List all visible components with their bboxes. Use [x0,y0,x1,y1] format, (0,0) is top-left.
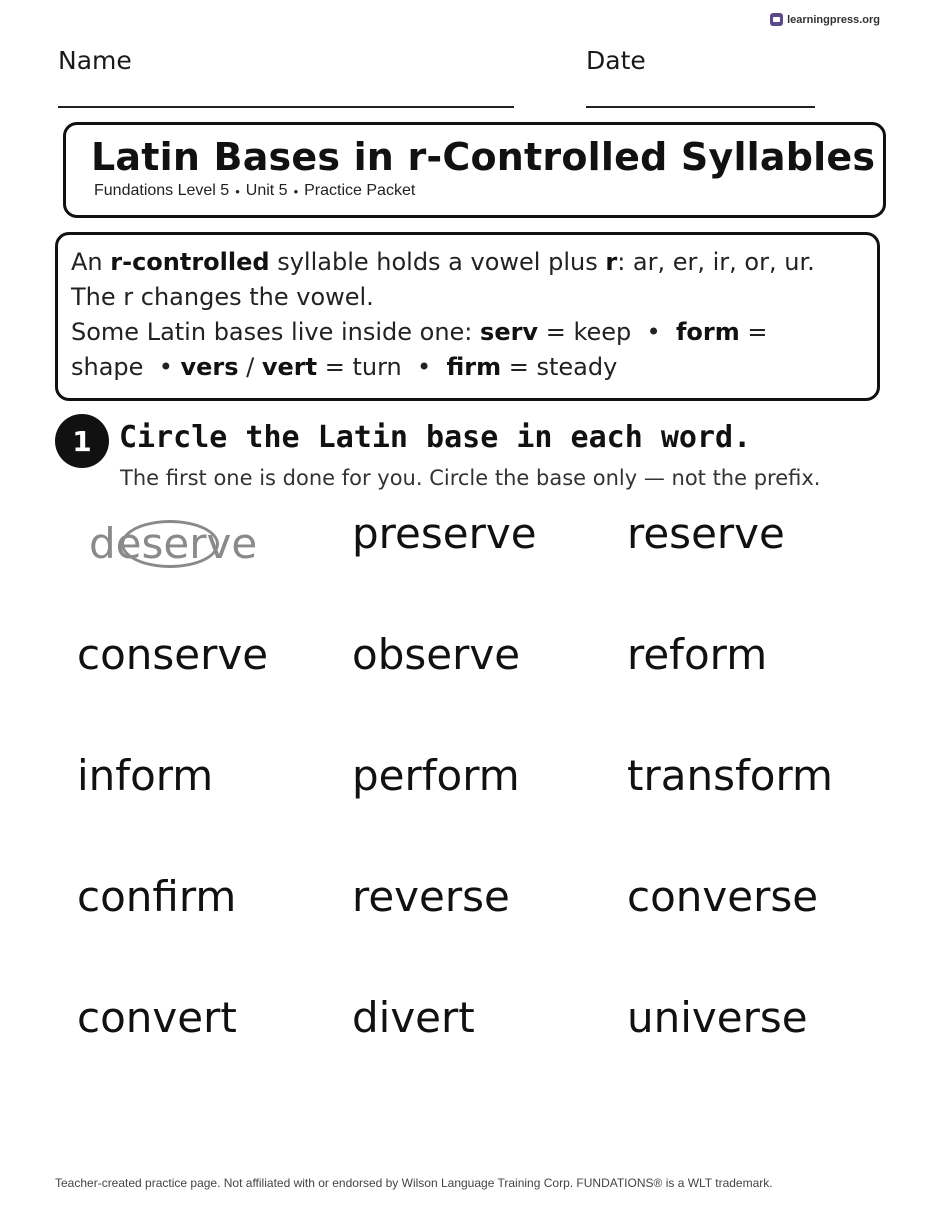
base-vert: vert [261,353,318,381]
word-item[interactable]: observe [352,630,521,679]
circle-mark [121,520,219,568]
word-item[interactable]: preserve [352,509,537,558]
subtitle-separator: • [235,183,240,199]
date-line [586,106,815,108]
word-item[interactable]: reserve [627,509,785,558]
word-item[interactable]: converse [627,872,819,921]
title-box [63,122,886,218]
intro-term-r: r [605,248,618,276]
title-subtitle [94,182,415,200]
word-item[interactable]: divert [352,993,475,1042]
word-item[interactable]: perform [352,751,520,800]
page-title: Latin Bases in r-Controlled Syllables [91,135,876,179]
intro-line-2 [71,315,863,385]
brand-text: learningpress.org [787,13,880,26]
step-title: Circle the Latin base in each word. [119,420,752,455]
word-item[interactable]: inform [77,751,214,800]
intro-text: Some Latin bases live inside one: [71,318,481,346]
base-serv: serv [480,318,539,346]
intro-separator: • [417,353,432,381]
name-line [58,106,514,108]
word-item[interactable]: transform [627,751,833,800]
book-icon [770,13,783,26]
base-definition: = shape [71,318,768,381]
word-item[interactable]: convert [77,993,237,1042]
brand-logo [770,13,880,26]
footer-disclaimer: Teacher-created practice page. Not affiliated with or endorsed by Wilson Language Training Corp. FUNDATIONS® is a WLT trademark. [55,1176,773,1190]
base-definition: = steady [501,353,618,381]
base-vers: vers [180,353,239,381]
example-word [77,506,352,627]
subtitle-separator: • [293,183,299,199]
intro-text: An [71,248,111,276]
word-grid [77,506,907,1111]
step-number-badge: 1 [55,414,109,468]
word-item[interactable]: reform [627,630,768,679]
base-firm: firm [446,353,502,381]
word-item[interactable]: confirm [77,872,237,921]
word-item[interactable]: universe [627,993,808,1042]
base-definition: = keep [538,318,632,346]
subtitle-level: Fundations Level 5 [94,182,230,199]
base-definition: = turn [317,353,402,381]
intro-box [55,232,880,401]
step-instructions: The first one is done for you. Circle the base only — not the prefix. [120,466,821,490]
subtitle-unit: Unit 5 [245,182,288,199]
intro-separator: • [646,318,661,346]
date-label: Date [586,46,646,75]
intro-line-1 [71,245,863,315]
subtitle-packet: Practice Packet [304,182,416,199]
intro-term: r-controlled [110,248,270,276]
intro-separator: • [158,353,173,381]
intro-text: syllable holds a vowel plus [269,248,606,276]
base-form: form [675,318,740,346]
intro-slash: / [238,353,262,381]
intro-text: : ar, er, ir, or, ur. The r changes the vowel. [71,248,815,311]
word-text: deserve [89,519,258,568]
name-label: Name [58,46,132,75]
word-item[interactable]: conserve [77,630,269,679]
word-item[interactable]: reverse [352,872,510,921]
